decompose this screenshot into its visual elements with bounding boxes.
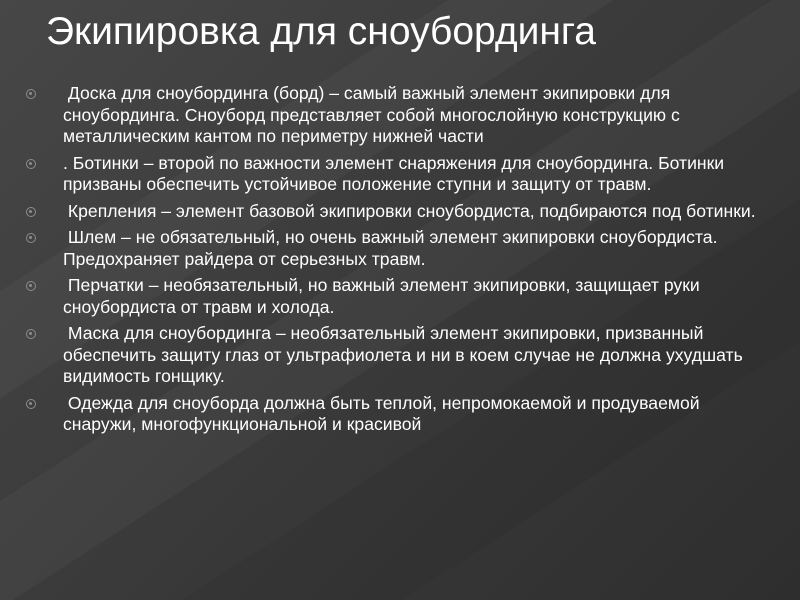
bullet-item-boots bbox=[0, 153, 800, 196]
bullet-text: Доска для сноубординга (борд) – самый важный элемент экипировки для сноубординга. Сноуборд представляет собой многослойную конструкцию с металлическим кантом по периметру нижней части bbox=[63, 83, 685, 146]
ring-bullet-icon bbox=[26, 159, 36, 169]
bullet-text: Перчатки – необязательный, но важный элемент экипировки, защищает руки сноубордиста от травм и холода. bbox=[63, 275, 705, 317]
bullet-item-helmet bbox=[0, 227, 800, 270]
bullet-text: Одежда для сноуборда должна быть теплой, непромокаемой и продуваемой снаружи, многофункциональной и красивой bbox=[63, 392, 705, 434]
ring-bullet-icon bbox=[26, 207, 36, 217]
bullet-text: Шлем – не обязательный, но очень важный элемент экипировки сноубордиста. Предохраняет райдера от серьезных травм. bbox=[63, 227, 723, 269]
bullet-item-board bbox=[0, 83, 800, 148]
bullet-item-goggles bbox=[0, 323, 800, 388]
ring-bullet-icon bbox=[26, 89, 36, 99]
bullet-text: Крепления – элемент базовой экипировки сноубордиста, подбираются под ботинки. bbox=[63, 200, 756, 221]
bullet-text: Маска для сноубординга – необязательный элемент экипировки, призванный обеспечить защиту глаз от ультрафиолета и ни в коем случае не должна ухудшать видимость гонщику. bbox=[63, 323, 748, 386]
ring-bullet-icon bbox=[26, 281, 36, 291]
bullet-text: . Ботинки – второй по важности элемент снаряжения для сноубординга. Ботинки призваны обеспечить устойчивое положение ступни и защиту от травм. bbox=[63, 152, 730, 194]
bullet-item-gloves bbox=[0, 275, 800, 318]
bullet-list bbox=[0, 83, 800, 441]
ring-bullet-icon bbox=[26, 233, 36, 243]
bullet-item-clothing bbox=[0, 393, 800, 436]
slide-title: Экипировка для сноубординга bbox=[46, 10, 596, 53]
ring-bullet-icon bbox=[26, 329, 36, 339]
ring-bullet-icon bbox=[26, 399, 36, 409]
bullet-item-bindings bbox=[0, 201, 800, 223]
